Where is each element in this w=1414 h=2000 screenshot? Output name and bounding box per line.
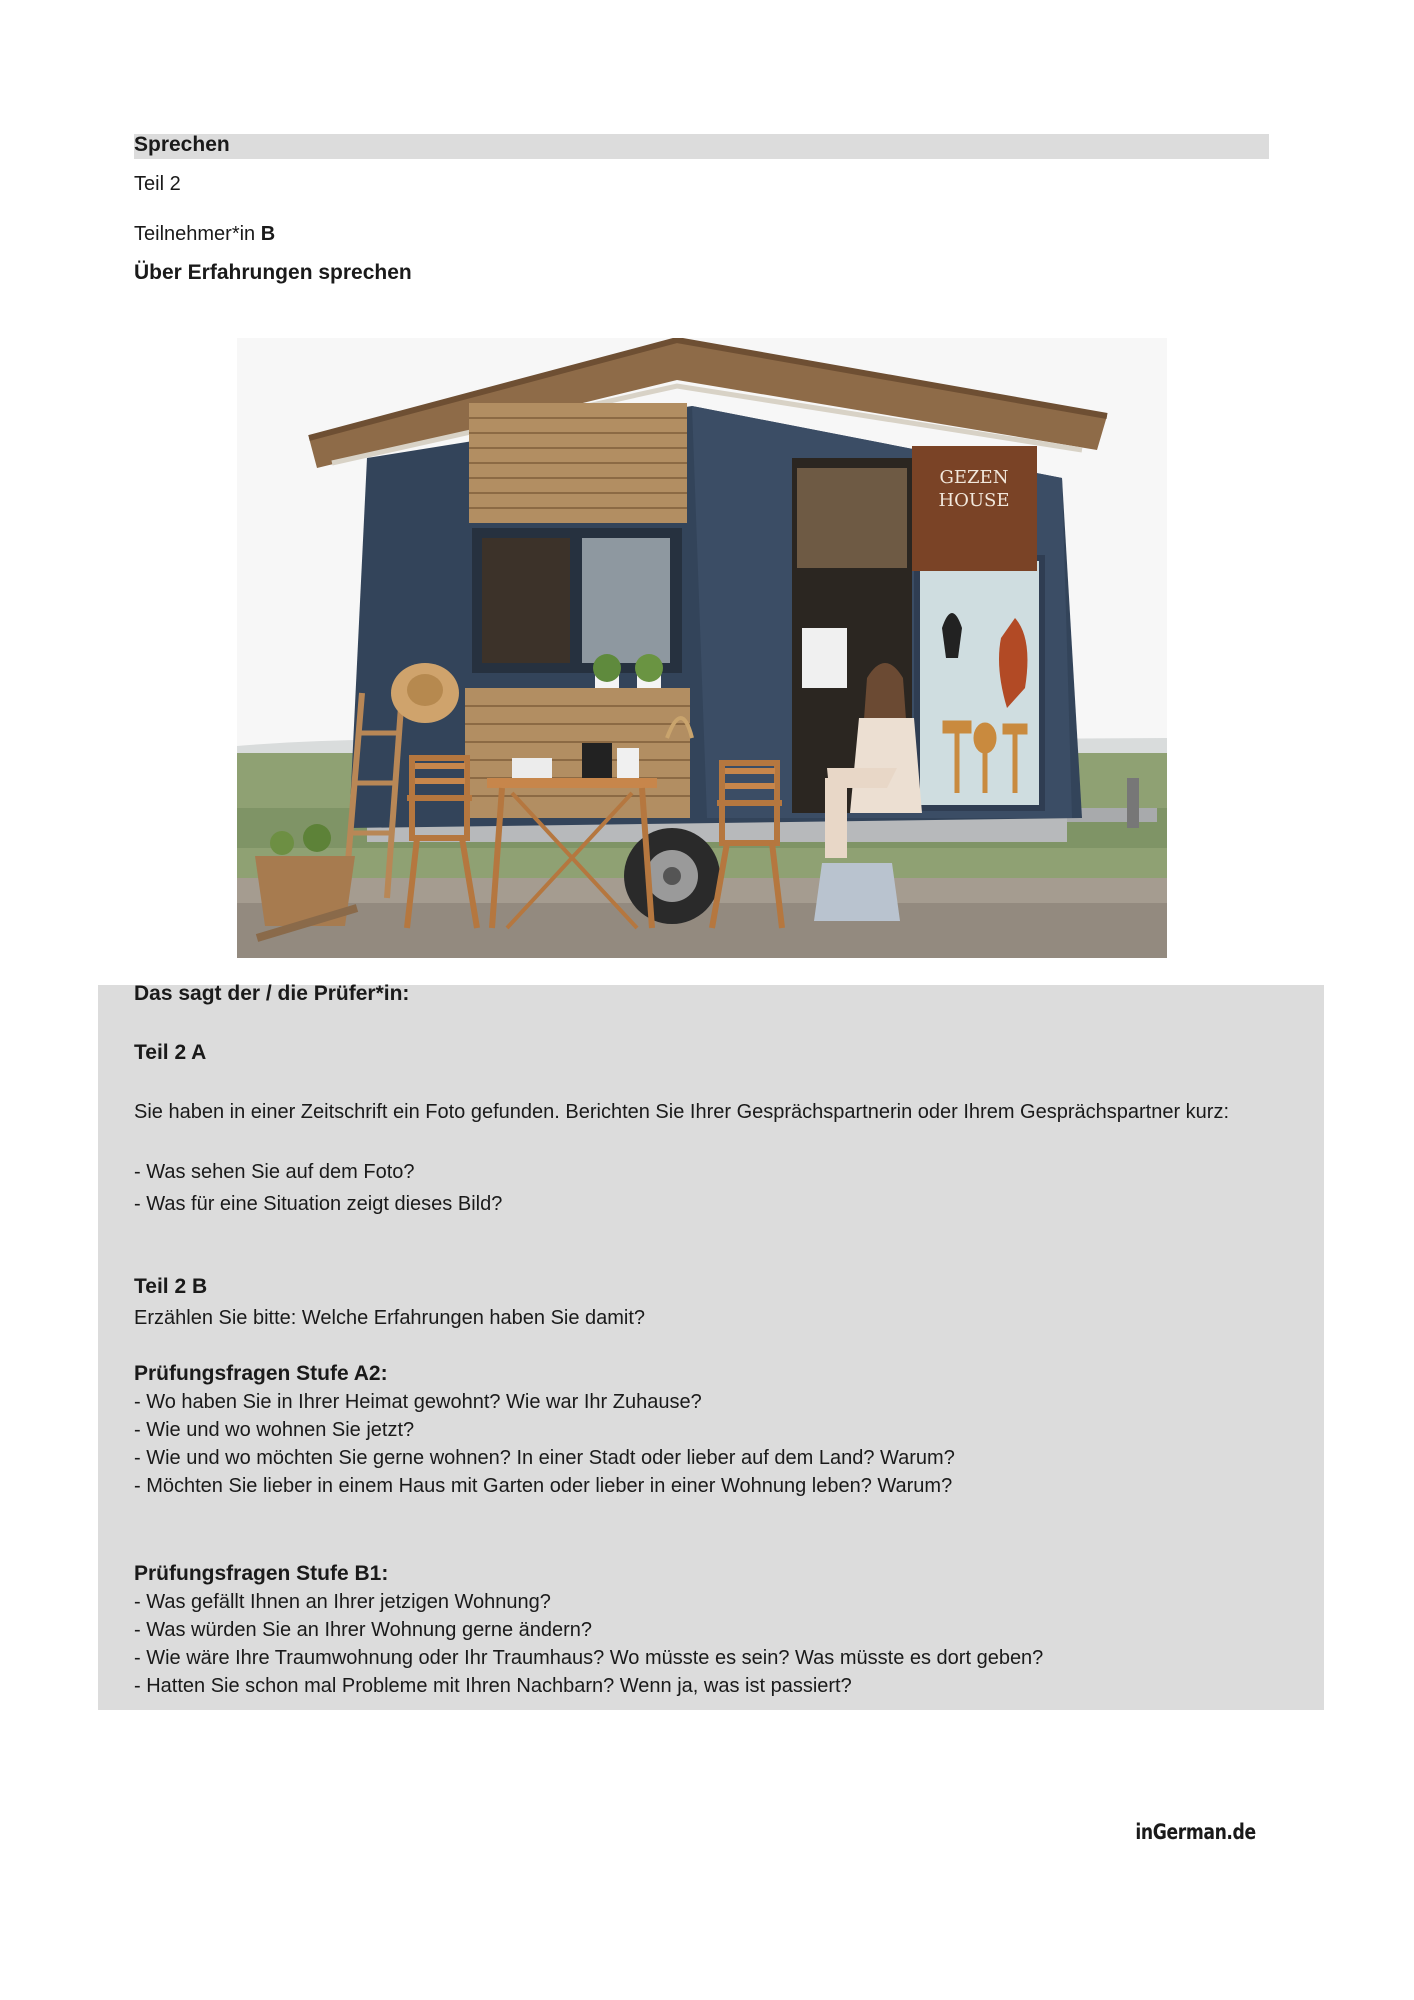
b1-item: - Was würden Sie an Ihrer Wohnung gerne ändern? [134, 1619, 593, 1641]
part-b-text: Erzählen Sie bitte: Welche Erfahrungen haben Sie damit? [134, 1307, 646, 1329]
participant-label: Teilnehmer*in [134, 223, 256, 245]
a2-item: - Wie und wo wohnen Sie jetzt? [134, 1419, 415, 1441]
brand-logo-text: inGerman.de [1135, 1820, 1256, 1844]
participant-id: B [260, 223, 276, 245]
b1-item: - Wie wäre Ihre Traumwohnung oder Ihr Traumhaus? Wo müsste es sein? Was müsste es dort geben? [134, 1647, 1044, 1669]
part-label: Teil 2 [134, 173, 181, 195]
part-a-item: - Was sehen Sie auf dem Foto? [134, 1161, 415, 1183]
tiny-house-photo [237, 338, 1167, 958]
a2-item: - Möchten Sie lieber in einem Haus mit Garten oder lieber in einer Wohnung leben? Warum? [134, 1475, 953, 1497]
a2-item: - Wie und wo möchten Sie gerne wohnen? In einer Stadt oder lieber auf dem Land? Warum? [134, 1447, 955, 1469]
topic-heading: Über Erfahrungen sprechen [134, 261, 412, 284]
a2-heading: Prüfungsfragen Stufe A2: [134, 1362, 388, 1385]
part-a-heading: Teil 2 A [134, 1041, 207, 1064]
b1-item: - Was gefällt Ihnen an Ihrer jetzigen Wohnung? [134, 1591, 551, 1613]
part-a-item: - Was für eine Situation zeigt dieses Bild? [134, 1193, 503, 1215]
part-a-intro: Sie haben in einer Zeitschrift ein Foto gefunden. Berichten Sie Ihrer Gesprächspartnerin oder Ihrem Gesprächspartner kurz: [134, 1101, 1230, 1123]
a2-item: - Wo haben Sie in Ihrer Heimat gewohnt? Wie war Ihr Zuhause? [134, 1391, 702, 1413]
b1-item: - Hatten Sie schon mal Probleme mit Ihren Nachbarn? Wenn ja, was ist passiert? [134, 1675, 852, 1697]
section-title: Sprechen [134, 133, 230, 156]
examiner-heading: Das sagt der / die Prüfer*in: [134, 982, 410, 1005]
sign-text-1: GEZEN [939, 467, 1009, 488]
sign-text-2: HOUSE [938, 490, 1010, 511]
part-b-heading: Teil 2 B [134, 1275, 208, 1298]
tiny-house-illustration [237, 338, 1167, 958]
participant-line [134, 221, 275, 247]
section-bar [134, 134, 1269, 159]
b1-heading: Prüfungsfragen Stufe B1: [134, 1562, 389, 1585]
